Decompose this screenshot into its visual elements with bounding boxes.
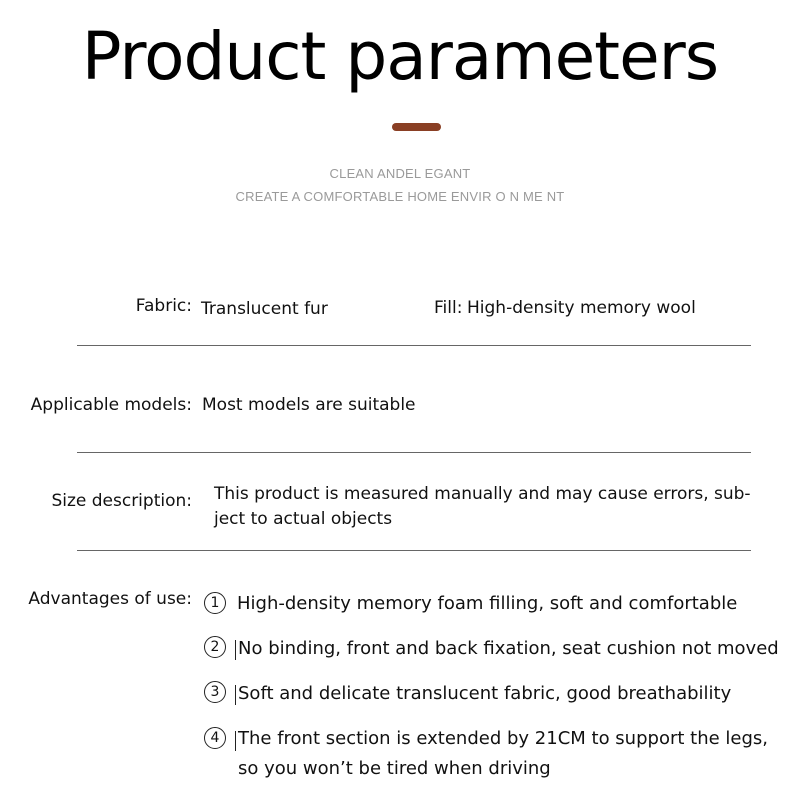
fill-value: High-density memory wool [467,298,696,318]
fabric-value: Translucent fur [201,299,328,319]
fabric-label: Fabric: [135,296,192,316]
divider-2 [77,452,751,453]
page-title: Product parameters [81,18,719,95]
size-value [214,482,754,532]
fill-label: Fill: [434,298,463,318]
text-cursor [235,731,236,751]
tagline-line-2: CREATE A COMFORTABLE HOME ENVIR O N ME NT [235,189,565,204]
models-label: Applicable models: [30,395,192,415]
text-cursor [235,640,236,660]
number-badge-1: 1 [204,592,226,614]
divider-1 [77,345,751,346]
size-value-line-2: ject to actual objects [214,509,393,529]
advantages-label: Advantages of use: [28,589,192,609]
divider-3 [77,550,751,551]
models-value: Most models are suitable [202,395,416,415]
tagline-line-1: CLEAN ANDEL EGANT [329,166,471,181]
number-badge-3: 3 [204,681,226,703]
size-value-line-1: This product is measured manually and may cause errors, sub- [214,484,751,504]
number-badge-4: 4 [204,727,226,749]
advantage-item-2: No binding, front and back fixation, seat cushion not moved [238,638,779,659]
size-label: Size description: [51,491,192,511]
advantage-item-4: The front section is extended by 21CM to support the legs, so you won’t be tired when driving [238,728,768,779]
advantage-item-1: High-density memory foam filling, soft and comfortable [237,593,738,614]
accent-divider [392,123,441,131]
number-badge-2: 2 [204,636,226,658]
text-cursor [235,685,236,705]
advantage-item-3: Soft and delicate translucent fabric, good breathability [238,683,732,704]
